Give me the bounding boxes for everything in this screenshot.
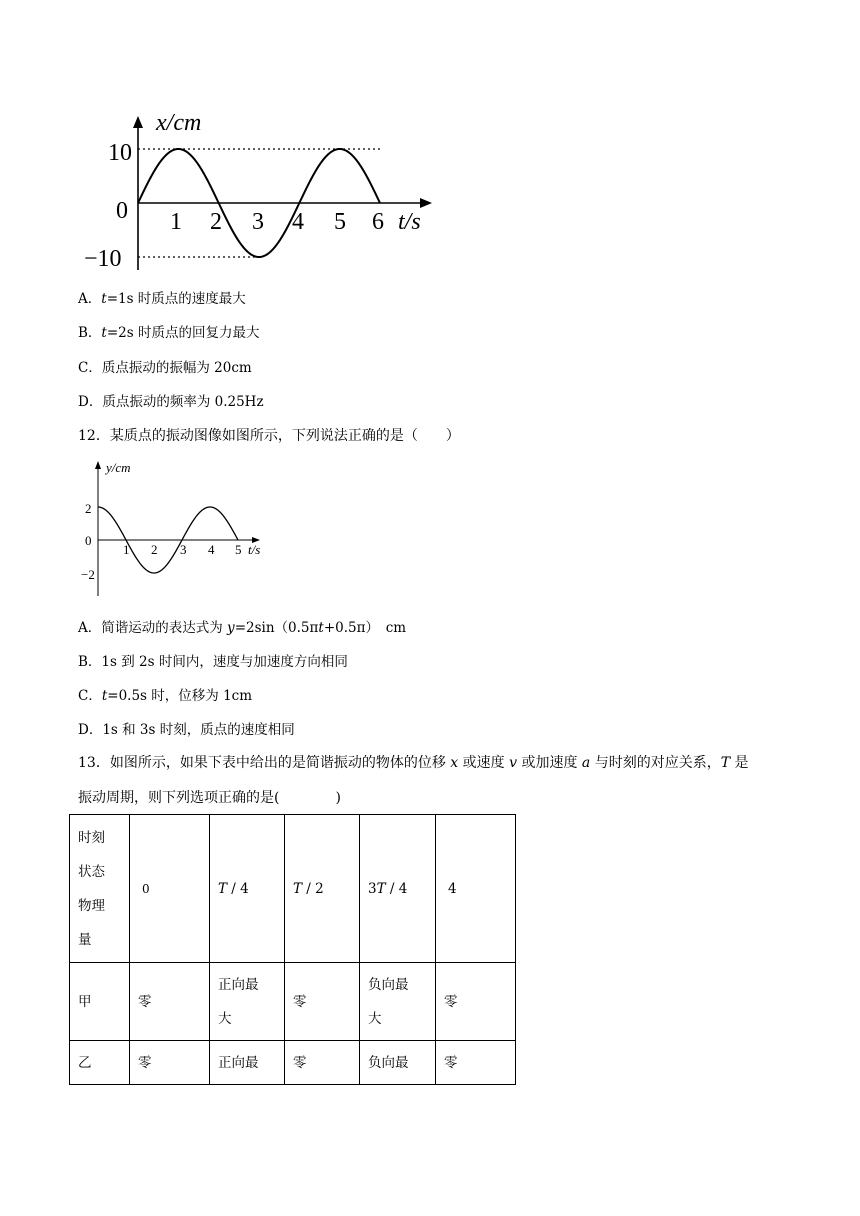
header-label-cell [70, 815, 130, 963]
figure-2-x-tick-3: 3 [180, 542, 187, 557]
q12-option-a[interactable] [78, 618, 406, 638]
header-line: 时刻 [78, 829, 105, 846]
table-cell [210, 963, 285, 1041]
figure-1-y-tick-10: 10 [108, 140, 132, 166]
figure-1-axes [133, 116, 432, 270]
column-header-t-4: T / 4 [210, 815, 285, 963]
x-axis-arrow [420, 198, 432, 208]
q12-option-d[interactable]: D．1s 和 3s 时刻，质点的速度相同 [78, 722, 295, 738]
figure-1-x-tick-6: 6 [372, 209, 384, 235]
q11-option-a[interactable] [78, 289, 246, 309]
time-variable: t [101, 291, 107, 307]
option-text: =0.5s 时，位移为 1cm [107, 688, 253, 704]
table-cell: 零 [130, 1041, 210, 1085]
column-header-4: 4 [436, 815, 516, 963]
figure-1-x-tick-4: 4 [292, 209, 304, 235]
header-line: 物理 [78, 897, 105, 914]
figure-1-x-tick-3: 3 [252, 209, 264, 235]
option-text: =1s 时质点的速度最大 [106, 291, 246, 307]
y-axis-arrow [133, 116, 143, 128]
q12-option-c[interactable] [78, 686, 252, 706]
option-letter: C． [78, 688, 102, 704]
figure-1-x-tick-5: 5 [334, 209, 346, 235]
table-cell: 负向最 [360, 1041, 436, 1085]
figure-2-y-tick-neg2: −2 [81, 567, 95, 582]
table-header-row [70, 815, 516, 963]
figure-1-x-tick-1: 1 [170, 209, 182, 235]
option-letter: A． [78, 620, 102, 636]
q13-stem-line-2: 振动周期，则下列选项正确的是( ) [78, 790, 341, 806]
variable-x: x [450, 755, 459, 771]
q12-option-b[interactable]: B．1s 到 2s 时间内，速度与加速度方向相同 [78, 654, 348, 670]
option-letter: C． [78, 360, 102, 376]
figure-2-x-tick-4: 4 [208, 542, 215, 557]
figure-1-y-tick-neg10: −10 [84, 246, 122, 272]
header-line: 量 [78, 931, 92, 948]
cell-line: 正向最 [218, 976, 259, 993]
table-cell: 正向最 [210, 1041, 285, 1085]
table-row-yi [70, 1041, 516, 1085]
q13-table [69, 814, 516, 1085]
cell-line: 大 [218, 1010, 232, 1027]
stem-text: 或速度 [458, 755, 510, 771]
formula-text-end: +0.5π） cm [323, 620, 407, 636]
figure-2-y-tick-2: 2 [85, 501, 92, 516]
figure-2-y-axis-label: y/cm [106, 460, 131, 475]
figure-2-labels [81, 460, 260, 582]
q13-stem-line-1 [78, 752, 749, 774]
cell-line: 大 [368, 1010, 382, 1027]
column-header-3t-4: 3T / 4 [360, 815, 436, 963]
row-label: 乙 [70, 1041, 130, 1085]
y-axis-arrow [95, 461, 101, 469]
figure-2-graph [80, 458, 280, 598]
variable-a: a [581, 755, 591, 771]
variable-v: v [509, 755, 517, 771]
figure-2-y-tick-0: 0 [85, 533, 92, 548]
table-cell: 零 [285, 963, 360, 1041]
q11-option-c[interactable] [78, 358, 252, 378]
table-cell: 零 [436, 1041, 516, 1085]
time-variable: t [101, 325, 107, 341]
option-text: 质点振动的频率为 0.25Hz [102, 394, 264, 410]
figure-1-graph [80, 108, 450, 278]
stem-text: 与时刻的对应关系， [590, 755, 721, 771]
stem-text: 是 [730, 755, 749, 771]
figure-1-x-axis-label: t/s [398, 209, 421, 235]
displacement-variable: y [227, 620, 235, 636]
variable-T: T [720, 755, 731, 771]
figure-1-y-tick-0: 0 [116, 198, 128, 224]
row-label: 甲 [70, 963, 130, 1041]
option-letter: D． [78, 394, 103, 410]
figure-1-labels [84, 110, 421, 272]
q11-option-d[interactable] [78, 392, 264, 412]
option-text: 质点振动的振幅为 20cm [101, 360, 252, 376]
header-line: 状态 [78, 863, 105, 880]
stem-text: 或加速度 [517, 755, 582, 771]
q12-stem: 12．某质点的振动图像如图所示，下列说法正确的是（ ） [78, 428, 460, 444]
table-row-jia [70, 963, 516, 1041]
option-text: =2s 时质点的回复力最大 [106, 325, 260, 341]
figure-2-x-tick-5: 5 [235, 542, 242, 557]
option-text: 简谐运动的表达式为 [101, 620, 228, 636]
option-letter: A． [78, 291, 102, 307]
column-header-t-2: T / 2 [285, 815, 360, 963]
figure-2-x-tick-2: 2 [151, 542, 158, 557]
table-cell [360, 963, 436, 1041]
option-letter: B． [78, 325, 102, 341]
table-cell: 零 [130, 963, 210, 1041]
figure-1-y-axis-label: x/cm [156, 110, 202, 136]
time-variable: t [101, 688, 108, 704]
time-variable: t [318, 620, 324, 636]
formula-text: =2sin（0.5π [234, 620, 319, 636]
table-cell: 零 [436, 963, 516, 1041]
stem-text: 13．如图所示，如果下表中给出的是简谐振动的物体的位移 [78, 755, 451, 771]
figure-2-x-tick-1: 1 [123, 542, 130, 557]
q11-option-b[interactable] [78, 323, 259, 343]
figure-1-x-tick-2: 2 [210, 209, 222, 235]
figure-2-x-axis-label: t/s [248, 542, 261, 557]
cell-line: 负向最 [368, 976, 409, 993]
table-cell: 零 [285, 1041, 360, 1085]
column-header-0: 0 [130, 815, 210, 963]
